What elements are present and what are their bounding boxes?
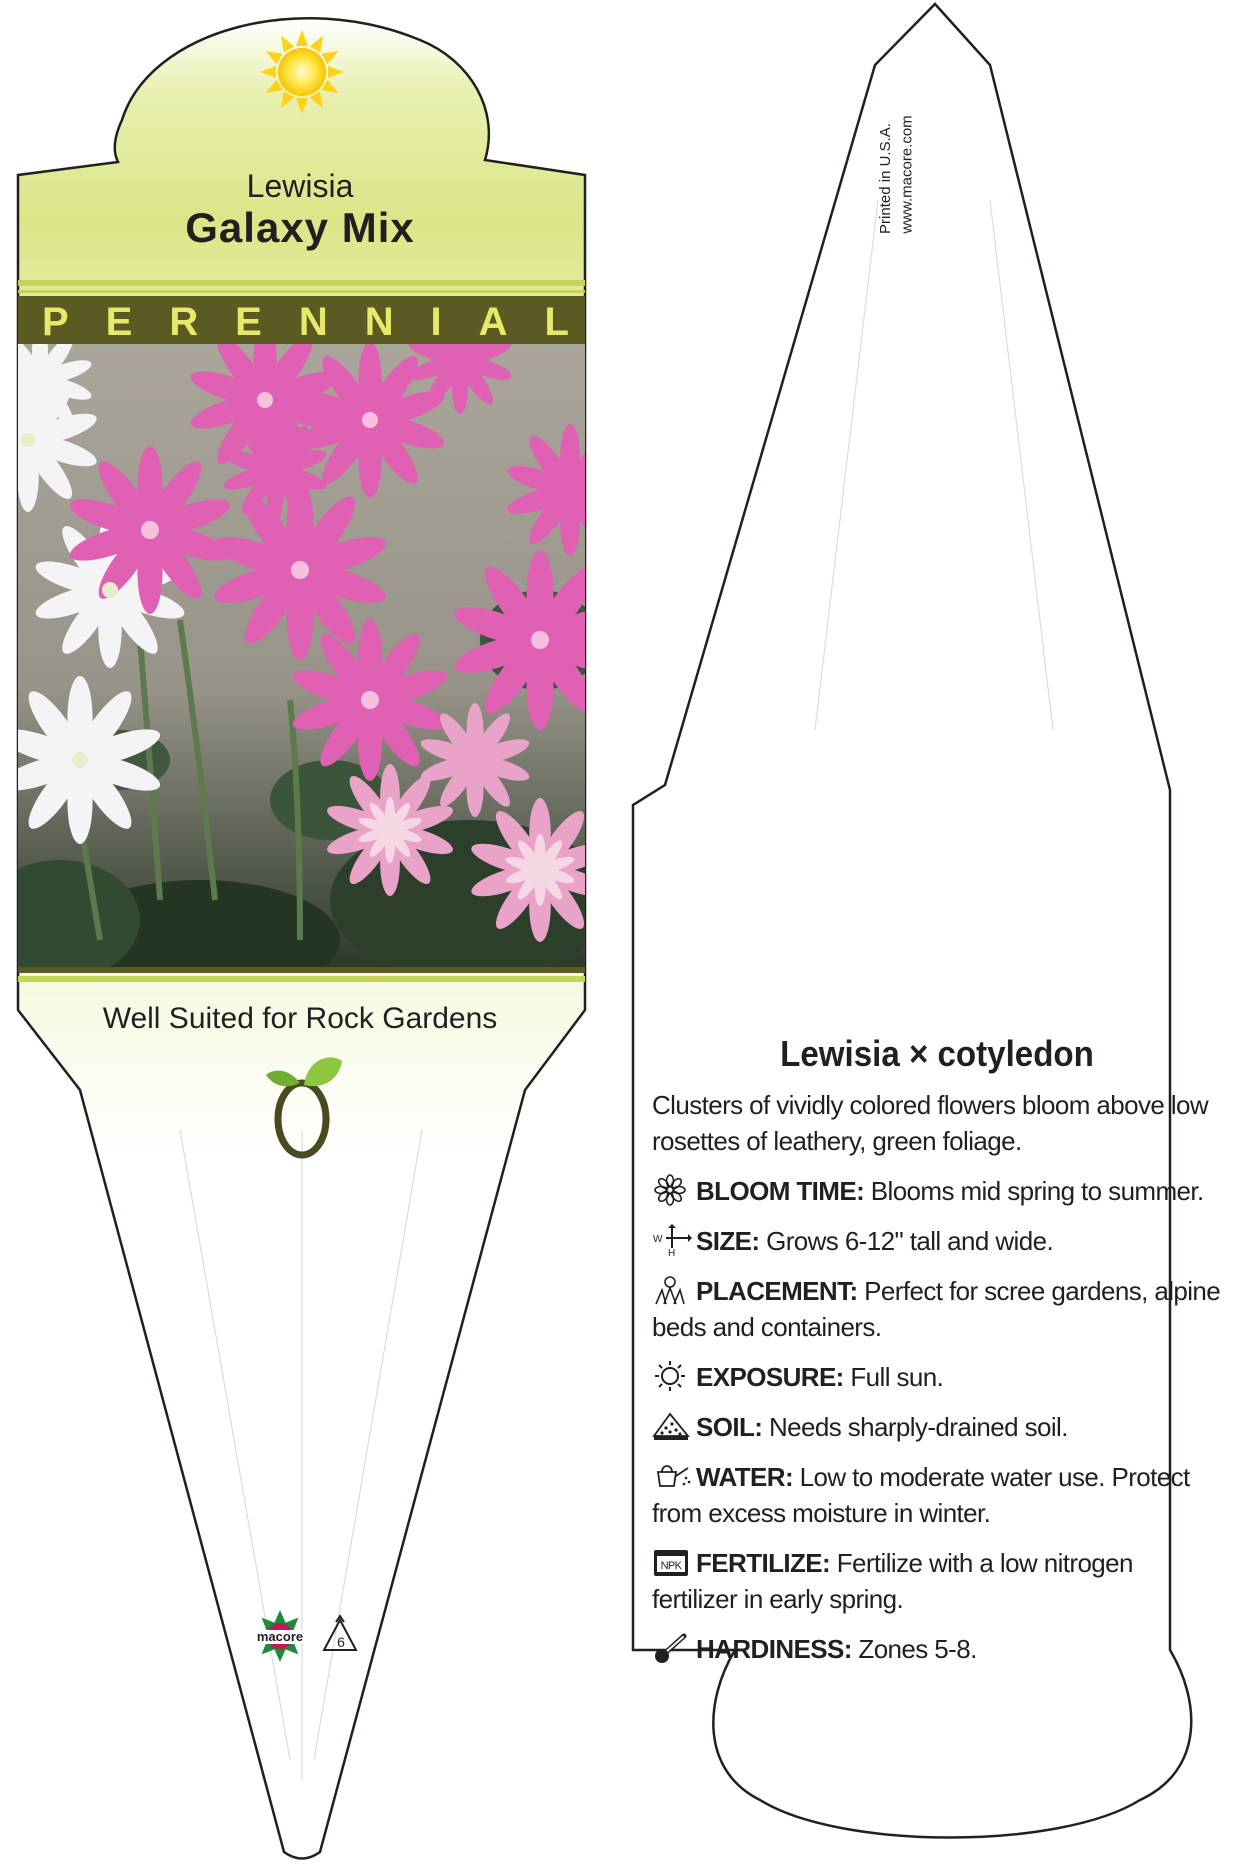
category-letter: P [42, 299, 69, 344]
product-photo [0, 306, 636, 1000]
thermometer-icon [652, 1632, 692, 1664]
cultivar-name: Galaxy Mix [185, 204, 415, 251]
size-icon [652, 1224, 692, 1256]
attribute-label: SOIL: [696, 1412, 763, 1442]
printed-info [870, 100, 1070, 260]
placement-icon [652, 1274, 692, 1306]
attribute-label: SIZE: [696, 1226, 760, 1256]
attribute-label: HARDINESS: [696, 1634, 852, 1664]
category-letter: R [169, 299, 199, 344]
attribute-text: Fertilize with a low nitrogen fertilizer in early spring. [652, 1548, 1133, 1614]
category-letter: L [544, 299, 569, 344]
npk-label: NPK [660, 1560, 682, 1572]
category-letter: A [478, 299, 508, 344]
attribute-row [652, 1223, 1222, 1259]
attribute-text: Grows 6-12" tall and wide. [759, 1226, 1054, 1256]
attribute-row [652, 1173, 1222, 1209]
printed-line: Printed in U.S.A. [876, 123, 894, 234]
size-w-label: W [653, 1234, 662, 1245]
sun-outline-icon [652, 1360, 692, 1392]
attribute-label: BLOOM TIME: [696, 1176, 865, 1206]
tagline: Well Suited for Rock Gardens [102, 1002, 498, 1035]
flower-icon [652, 1174, 692, 1206]
size-h-label: H [668, 1248, 675, 1256]
brand-name: macore [256, 1629, 304, 1644]
category-letter: E [105, 299, 133, 344]
category-letter: I [430, 299, 442, 344]
scientific-name: Lewisia × cotyledon [780, 1033, 1094, 1074]
description: Clusters of vividly colored flowers bloom above low rosettes of leathery, green foliage. [652, 1090, 1209, 1156]
recycle-code: 6 [337, 1634, 345, 1650]
attribute-label: PLACEMENT: [696, 1276, 858, 1306]
attribute-text: Full sun. [843, 1362, 944, 1392]
soil-icon [652, 1410, 692, 1442]
category-letter: N [298, 299, 328, 344]
care-info [652, 1033, 1222, 1667]
watering-can-icon [652, 1460, 692, 1492]
attribute-text: Zones 5-8. [851, 1634, 977, 1664]
category-letter: E [235, 299, 262, 344]
attribute-row [652, 1545, 1222, 1617]
attribute-label: WATER: [696, 1462, 794, 1492]
attribute-text: Low to moderate water use. Protect from excess moisture in winter. [652, 1462, 1190, 1528]
attribute-text: Blooms mid spring to summer. [864, 1176, 1204, 1206]
npk-icon [652, 1546, 692, 1578]
attribute-row [652, 1631, 1222, 1667]
category-letter: N [364, 299, 394, 344]
attribute-row [652, 1273, 1222, 1345]
attribute-label: FERTILIZE: [696, 1548, 831, 1578]
website: www.macore.com [898, 115, 916, 234]
attribute-row [652, 1459, 1222, 1531]
attribute-text: Needs sharply-drained soil. [762, 1412, 1068, 1442]
attribute-row [652, 1409, 1222, 1445]
category-label [18, 298, 585, 346]
attribute-row [652, 1359, 1222, 1395]
genus-name: Lewisia [246, 168, 354, 204]
attribute-label: EXPOSURE: [696, 1362, 844, 1392]
attribute-text: Perfect for scree gardens, alpine beds and containers. [652, 1276, 1221, 1342]
